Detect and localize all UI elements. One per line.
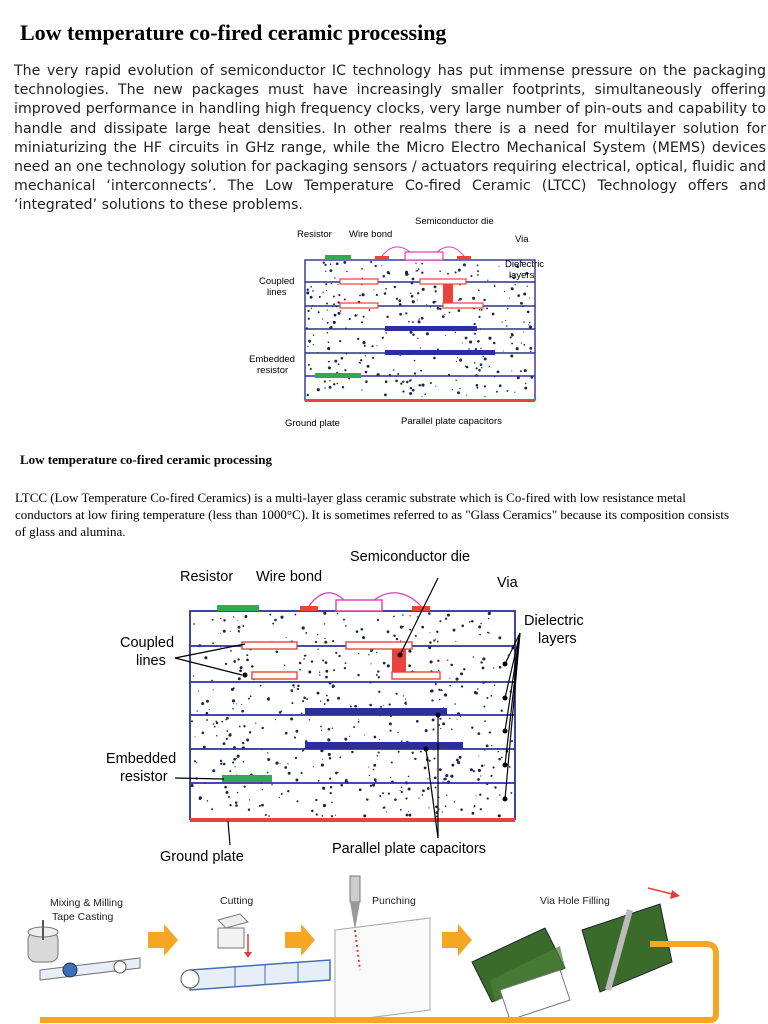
svg-text:lines: lines	[136, 653, 166, 669]
ltcc-cross-section-diagram-small	[245, 214, 545, 434]
svg-text:layers: layers	[538, 631, 577, 647]
flow-arrow-icon	[148, 924, 178, 956]
svg-text:resistor: resistor	[120, 769, 168, 785]
svg-text:Via Hole Filling: Via Hole Filling	[540, 895, 610, 907]
cutting-icon	[181, 914, 330, 990]
via-hole-filling-icon	[472, 888, 680, 1020]
svg-text:Semiconductor die: Semiconductor die	[415, 216, 494, 227]
svg-text:Embedded: Embedded	[106, 751, 177, 767]
svg-text:Mixing & Milling: Mixing & Milling	[50, 897, 123, 909]
svg-text:Semiconductor die: Semiconductor die	[350, 549, 471, 565]
svg-text:Parallel plate capacitors: Parallel plate capacitors	[401, 416, 502, 427]
svg-text:Wire bond: Wire bond	[256, 569, 323, 585]
svg-text:Resistor: Resistor	[180, 569, 234, 585]
resistor-mark	[217, 605, 259, 611]
svg-text:Tape Casting: Tape Casting	[52, 911, 114, 923]
via-mark	[392, 649, 406, 673]
svg-text:Dielectric: Dielectric	[505, 259, 545, 270]
svg-text:lines: lines	[267, 287, 287, 298]
mixing-milling-tape-casting-icon	[28, 920, 140, 980]
semiconductor-die-mark	[336, 600, 382, 611]
svg-text:Coupled: Coupled	[259, 276, 295, 287]
section-subheading: Low temperature co-fired ceramic processing	[20, 452, 272, 467]
svg-text:Wire bond: Wire bond	[349, 229, 393, 240]
svg-text:Dielectric: Dielectric	[524, 613, 584, 629]
svg-text:resistor: resistor	[257, 365, 289, 376]
svg-text:Parallel plate capacitors: Parallel plate capacitors	[332, 841, 486, 857]
svg-text:Punching: Punching	[372, 895, 416, 907]
ltcc-process-flow	[0, 870, 768, 1024]
flow-arrow-icon	[442, 924, 472, 956]
ltcc-definition-paragraph: LTCC (Low Temperature Co-fired Ceramics) is a multi-layer glass ceramic substrate which is Co-fired with low resistance metal conductors at low firing temperature (less than 1000°C). It is sometimes referred to as "Glass Ceramics" because its composition consists of glass and alumina.	[15, 490, 730, 539]
svg-text:layers: layers	[509, 270, 535, 281]
intro-paragraph: The very rapid evolution of semiconductor IC technology has put immense pressure on the packaging technologies. The new packages must have increasingly smaller footprints, simultaneously offering improved performance in handling high frequency clocks, very large number of pin-outs and capability to handle and dissipate large heat densities. In other realms there is a need for multilayer solution for miniaturizing the HF circuits in GHz range, while the Micro Electro Mechanical System (MEMS) devices need an one technology solution for packaging sensors / actuators requiring electrical, optical, fluidic and mechanical ‘interconnects’. The Low Temperature Co-fired Ceramic (LTCC) Technology offers and ‘integrated’ solutions to these problems.	[14, 63, 766, 214]
svg-text:Via: Via	[497, 575, 518, 591]
svg-text:Embedded: Embedded	[249, 354, 295, 365]
svg-text:Via: Via	[515, 234, 529, 245]
ltcc-cross-section-diagram-large	[100, 543, 600, 865]
semiconductor-die-mark	[405, 252, 443, 260]
svg-text:Coupled: Coupled	[120, 635, 175, 651]
svg-text:Ground plate: Ground plate	[160, 849, 244, 865]
svg-text:Ground plate: Ground plate	[285, 418, 340, 429]
resistor-mark	[325, 255, 351, 260]
flow-arrow-icon	[285, 924, 315, 956]
svg-text:Resistor: Resistor	[297, 229, 332, 240]
document-title: Low temperature co-fired ceramic processing	[20, 20, 447, 45]
svg-text:Cutting: Cutting	[220, 895, 254, 907]
ground-plate-mark	[190, 818, 515, 822]
